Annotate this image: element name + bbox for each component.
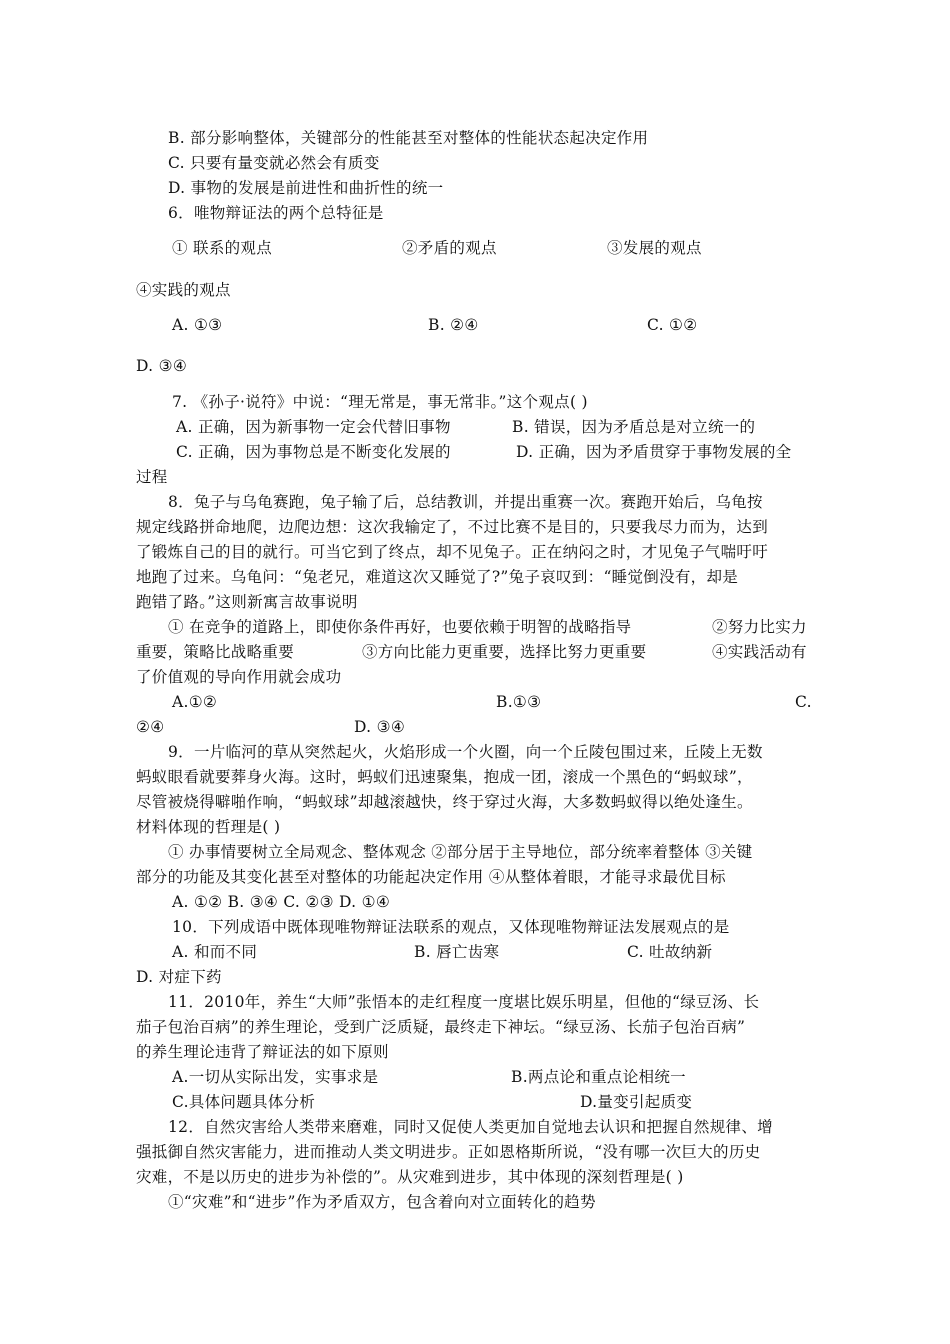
q6-item-1: ① 联系的观点 — [172, 239, 273, 257]
q7-option-b: B. 错误，因为矛盾总是对立统一的 — [512, 418, 756, 436]
q11-option-a: A.一切从实际出发，实事求是 — [172, 1068, 379, 1086]
q12-item-1: ①“灾难”和“进步”作为矛盾双方，包含着向对立面转化的趋势 — [168, 1193, 596, 1211]
q11-line-2: 茄子包治百病”的养生理论，受到广泛质疑，最终走下神坛。“绿豆汤、长茄子包治百病” — [136, 1018, 746, 1036]
q6-option-d: D. ③④ — [136, 357, 188, 375]
q8-item-1: ① 在竞争的道路上，即使你条件再好，也要依赖于明智的战略指导 — [168, 618, 632, 636]
q11-line-1: 11．2010年，养生“大师”张悟本的走红程度一度堪比娱乐明星，但他的“绿豆汤、长 — [168, 993, 760, 1011]
q8-line-1: 8．兔子与乌龟赛跑，兔子输了后，总结教训，并提出重赛一次。赛跑开始后，乌龟按 — [168, 493, 763, 511]
q8-item-2-continued: 重要，策略比战略重要 — [136, 643, 295, 661]
q8-option-a: A.①② — [172, 693, 218, 711]
q8-item-4-continued: 了价值观的导向作用就会成功 — [136, 668, 342, 686]
q6-option-b: B. ②④ — [428, 316, 479, 334]
q10-option-c: C. 吐故纳新 — [627, 943, 713, 961]
q9-items-line-2: 部分的功能及其变化甚至对整体的功能起决定作用 ④从整体着眼，才能寻求最优目标 — [136, 868, 726, 886]
q5-option-c: C. 只要有量变就必然会有质变 — [168, 154, 380, 172]
q7-option-c: C. 正确，因为事物总是不断变化发展的 — [176, 443, 451, 461]
q10-option-a: A. 和而不同 — [172, 943, 258, 961]
q6-item-2: ②矛盾的观点 — [402, 239, 497, 257]
q8-line-3: 了锻炼自己的目的就行。可当它到了终点，却不见兔子。正在纳闷之时，才见兔子气喘吁吁 — [136, 543, 769, 561]
q8-option-d: D. ③④ — [354, 718, 406, 736]
q12-line-2: 强抵御自然灾害能力，进而推动人类文明进步。正如恩格斯所说，“没有哪一次巨大的历史 — [136, 1143, 761, 1161]
q11-option-d: D.量变引起质变 — [580, 1093, 693, 1111]
q8-line-2: 规定线路拼命地爬，边爬边想：这次我输定了，不过比赛不是目的，只要我尽力而为，达到 — [136, 518, 769, 536]
q5-option-d: D. 事物的发展是前进性和曲折性的统一 — [168, 179, 444, 197]
q6-stem: 6．唯物辩证法的两个总特征是 — [168, 204, 384, 222]
q11-line-3: 的养生理论违背了辩证法的如下原则 — [136, 1043, 389, 1061]
q7-stem: 7. 《孙子·说符》中说：“理无常是，事无常非。”这个观点( ) — [172, 393, 588, 411]
q7-option-a: A. 正确，因为新事物一定会代替旧事物 — [176, 418, 451, 436]
q6-option-a: A. ①③ — [172, 316, 223, 334]
q9-line-1: 9．一片临河的草从突然起火，火焰形成一个火圈，向一个丘陵包围过来，丘陵上无数 — [168, 743, 763, 761]
q7-option-d-continued: 过程 — [136, 468, 168, 486]
q12-line-1: 12．自然灾害给人类带来磨难，同时又促使人类更加自觉地去认识和把握自然规律、增 — [168, 1118, 773, 1136]
q9-line-4: 材料体现的哲理是( ) — [136, 818, 281, 836]
q11-option-b: B.两点论和重点论相统一 — [511, 1068, 686, 1086]
q6-item-3: ③发展的观点 — [607, 239, 702, 257]
q11-option-c: C.具体问题具体分析 — [172, 1093, 316, 1111]
q8-line-4: 地跑了过来。乌龟问：“兔老兄，难道这次又睡觉了?”兔子哀叹到：“睡觉倒没有，却是 — [136, 568, 739, 586]
q8-line-5: 跑错了路。”这则新寓言故事说明 — [136, 593, 358, 611]
q10-option-b: B. 唇亡齿寒 — [414, 943, 500, 961]
q8-option-b: B.①③ — [496, 693, 542, 711]
q5-option-b: B. 部分影响整体，关键部分的性能甚至对整体的性能状态起决定作用 — [168, 129, 649, 147]
q8-option-c: C. — [795, 693, 812, 711]
q10-stem: 10．下列成语中既体现唯物辩证法联系的观点，又体现唯物辩证法发展观点的是 — [172, 918, 730, 936]
q6-item-4: ④实践的观点 — [136, 281, 231, 299]
q8-item-4: ④实践活动有 — [712, 643, 807, 661]
q10-option-d: D. 对症下药 — [136, 968, 222, 986]
q9-options: A. ①② B. ③④ C. ②③ D. ①④ — [172, 893, 391, 911]
q8-item-2: ②努力比实力 — [712, 618, 807, 636]
q6-option-c: C. ①② — [647, 316, 698, 334]
q8-item-3: ③方向比能力更重要，选择比努力更重要 — [362, 643, 647, 661]
q9-line-3: 尽管被烧得噼啪作响，“蚂蚁球”却越滚越快，终于穿过火海，大多数蚂蚁得以绝处逢生。 — [136, 793, 753, 811]
q9-line-2: 蚂蚁眼看就要葬身火海。这时，蚂蚁们迅速聚集，抱成一团，滚成一个黑色的“蚂蚁球”， — [136, 768, 753, 786]
q7-option-d: D. 正确，因为矛盾贯穿于事物发展的全 — [516, 443, 792, 461]
q9-items-line-1: ① 办事情要树立全局观念、整体观念 ②部分居于主导地位，部分统率着整体 ③关键 — [168, 843, 753, 861]
q8-option-c-continued: ②④ — [136, 718, 165, 736]
q12-line-3: 灾难，不是以历史的进步为补偿的”。从灾难到进步，其中体现的深刻哲理是( ) — [136, 1168, 684, 1186]
